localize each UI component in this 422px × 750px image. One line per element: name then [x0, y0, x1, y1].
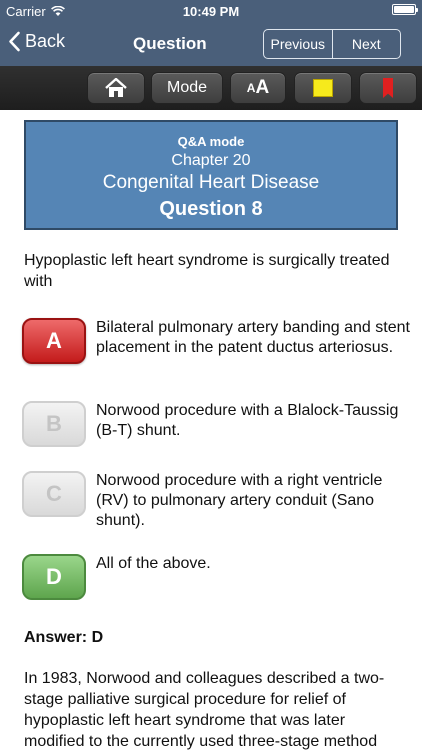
question-text: Hypoplastic left heart syndrome is surgically treated with	[24, 252, 390, 290]
explanation-text: In 1983, Norwood and colleagues described a two-stage palliative surgical procedure for relief of hypoplastic left heart syndrome that was later modified to the currently used three-stage method	[24, 670, 385, 750]
option-a[interactable]	[22, 318, 414, 380]
previous-button[interactable]: Previous	[270, 36, 325, 52]
bookmark-icon	[383, 78, 393, 98]
battery-icon	[392, 4, 416, 15]
option-b[interactable]	[22, 401, 414, 447]
status-time: 10:49 PM	[182, 4, 240, 19]
back-label: Back	[25, 31, 66, 51]
status-right	[392, 4, 416, 15]
question-number: Question 8	[159, 198, 263, 220]
topic-label: Congenital Heart Disease	[102, 172, 320, 193]
answer-label: Answer: D	[24, 629, 104, 646]
question-header	[24, 120, 398, 230]
mode-button[interactable]: Mode	[151, 72, 223, 104]
status-bar	[0, 0, 422, 22]
nav-bar	[0, 22, 422, 66]
font-small-label: A	[246, 81, 256, 95]
note-button[interactable]	[294, 72, 352, 104]
carrier-label: Carrier	[6, 4, 46, 19]
toolbar	[0, 66, 422, 110]
chapter-label: Chapter 20	[171, 152, 251, 169]
font-size-button[interactable]	[230, 72, 286, 104]
home-button[interactable]	[87, 72, 145, 104]
page-title: Question	[133, 34, 207, 53]
option-c[interactable]	[22, 471, 414, 533]
home-icon	[105, 78, 127, 98]
back-button[interactable]	[8, 31, 65, 52]
option-d-text: All of the above.	[96, 555, 211, 572]
option-d-button[interactable]: D	[22, 554, 86, 600]
mode-label: Q&A mode	[177, 134, 245, 149]
option-a-button[interactable]: A	[22, 318, 86, 364]
prev-next-control	[263, 29, 401, 59]
chevron-left-icon	[8, 31, 21, 52]
option-a-text: Bilateral pulmonary artery banding and stent placement in the patent ductus arteriosus.	[96, 319, 410, 356]
font-big-label: A	[255, 77, 270, 98]
next-button[interactable]: Next	[332, 30, 401, 58]
option-c-button[interactable]: C	[22, 471, 86, 517]
option-b-text: Norwood procedure with a Blalock-Taussig (B-T) shunt.	[96, 402, 399, 439]
option-b-button[interactable]: B	[22, 401, 86, 447]
option-c-text: Norwood procedure with a right ventricle (RV) to pulmonary artery conduit (Sano shunt).	[96, 472, 383, 529]
note-icon	[313, 79, 333, 97]
option-d[interactable]	[22, 554, 414, 600]
bookmark-button[interactable]	[359, 72, 417, 104]
